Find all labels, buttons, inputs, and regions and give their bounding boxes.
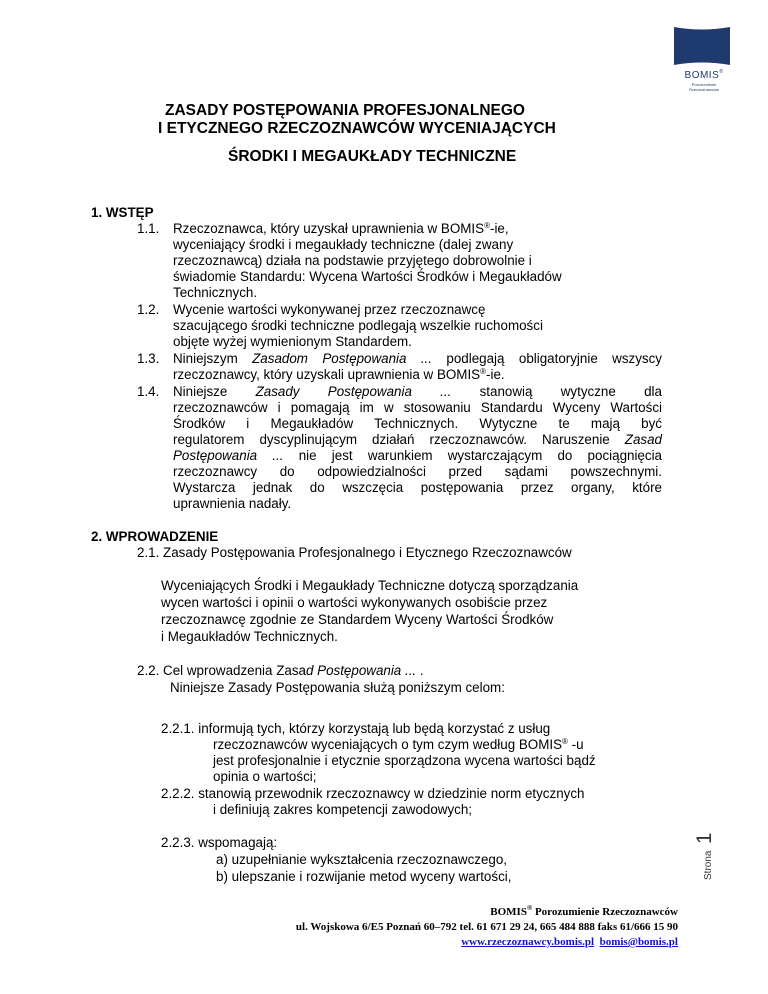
item-line: rzeczoznawcy do odpowiedzialności przed sądami powszechnymi. [173, 464, 662, 479]
title-line-1: ZASADY POSTĘPOWANIA PROFESJONALNEGO [165, 102, 525, 119]
bomis-logo [672, 24, 732, 94]
item-line: rzeczoznawcę zgodnie ze Standardem Wyceny Wartości Środków [161, 612, 554, 627]
item-line: 2.1. Zasady Postępowania Profesjonalnego i Etycznego Rzeczoznawców [137, 545, 572, 560]
item-line: szacującego środki techniczne podlegają wszelkie ruchomości [173, 318, 543, 333]
page-indicator [693, 820, 723, 880]
item-line: wycen wartości i opinii o wartości wykonywanych osobiście przez [161, 595, 548, 610]
footer-address: ul. Wojskowa 6/E5 Poznań 60–792 tel. 61 671 29 24, 665 484 888 faks 61/666 15 90 [295, 921, 678, 933]
item-line: rzeczoznawców wyceniających o tym czym według BOMIS® -u [213, 737, 584, 752]
item-line: Postępowania ... nie jest warunkiem wystarczającym do pociągnięcia [173, 448, 662, 463]
logo-sub1: Porozumienie [691, 82, 717, 87]
item-line: Niniejsze Zasady Postępowania służą poniższym celom: [170, 680, 505, 695]
item-number: 1.3. [137, 351, 160, 366]
footer-org: BOMIS® Porozumienie Rzeczoznawców [490, 904, 678, 918]
item-line: b) ulepszanie i rozwijanie metod wyceny wartości, [216, 869, 512, 884]
footer-links [461, 936, 678, 948]
item-line: Niniejszym Zasadom Postępowania ... podlegają obligatoryjnie wszyscy [173, 351, 663, 366]
logo-sub2: Rzeczoznawców [689, 87, 719, 92]
item-line: Wystarcza jednak do wszczęcia postępowania przez organy, które [173, 480, 662, 495]
item-line: jest profesjonalnie i etycznie sporządzona wycena wartości bądź [213, 753, 596, 768]
logo-reg: ® [719, 69, 724, 75]
item-line: regulatorem dyscyplinującym działań rzeczoznawców. Naruszenie Zasad [173, 432, 662, 447]
item-number: 1.1. [137, 221, 160, 236]
page-label: Strona [703, 850, 714, 880]
item-line: rzeczoznawcą) działa na podstawie przyjętego dobrowolnie i [173, 253, 532, 268]
item-line: objęte wyżej wymienionym Standardem. [173, 334, 412, 349]
item-line: 2.2.2. stanowią przewodnik rzeczoznawcy w dziedzinie norm etycznych [161, 786, 585, 801]
item-line: Wycenie wartości wykonywanej przez rzeczoznawcę [173, 302, 486, 317]
item-line: wyceniający środki i megaukłady techniczne (dalej zwany [173, 237, 514, 252]
item-line: Środków i Megaukładów Technicznych. Wytyczne te mają być [173, 416, 662, 431]
website-link[interactable]: www.rzeczoznawcy.bomis.pl [461, 936, 595, 948]
item-line: rzeczoznawcy, który uzyskali uprawnienia w BOMIS®-ie. [173, 367, 505, 382]
item-line: 2.2. Cel wprowadzenia Zasad Postępowania ... . [137, 663, 424, 678]
item-line: świadomie Standardu: Wycena Wartości Środków i Megaukładów [173, 269, 562, 284]
item-line: Rzeczoznawca, który uzyskał uprawnienia w BOMIS®-ie, [173, 221, 509, 236]
section-2-heading: 2. WPROWADZENIE [91, 529, 219, 544]
item-number: 1.4. [137, 384, 160, 399]
page-number: 1 [693, 832, 716, 845]
item-line: uprawnienia nadały. [173, 496, 292, 511]
section-1-heading: 1. WSTĘP [91, 205, 154, 220]
item-line: 2.2.1. informują tych, którzy korzystają lub będą korzystać z usług [161, 721, 551, 736]
item-line: a) uzupełnianie wykształcenia rzeczoznawczego, [216, 852, 508, 867]
item-line: Wyceniających Środki i Megaukłady Techniczne dotyczą sporządzania [161, 578, 579, 593]
item-line: 2.2.3. wspomagają: [161, 835, 278, 850]
logo-brand: BOMIS [684, 70, 720, 81]
item-line: i Megaukładów Technicznych. [161, 629, 338, 644]
item-line: Niniejsze Zasady Postępowania ... stanowią wytyczne dla [173, 384, 662, 399]
logo-mark-icon [672, 24, 732, 68]
item-line: i definiują zakres kompetencji zawodowych; [213, 802, 473, 817]
item-line: opinia o wartości; [213, 769, 317, 784]
subtitle: ŚRODKI I MEGAUKŁADY TECHNICZNE [228, 148, 517, 165]
item-number: 1.2. [137, 302, 160, 317]
title-line-2: I ETYCZNEGO RZECZOZNAWCÓW WYCENIAJĄCYCH [158, 120, 556, 137]
item-line: rzeczoznawców i pomagają im w stosowaniu Standardu Wyceny Wartości [173, 400, 662, 415]
email-link[interactable]: bomis@bomis.pl [599, 936, 678, 948]
item-line: Technicznych. [173, 285, 258, 300]
